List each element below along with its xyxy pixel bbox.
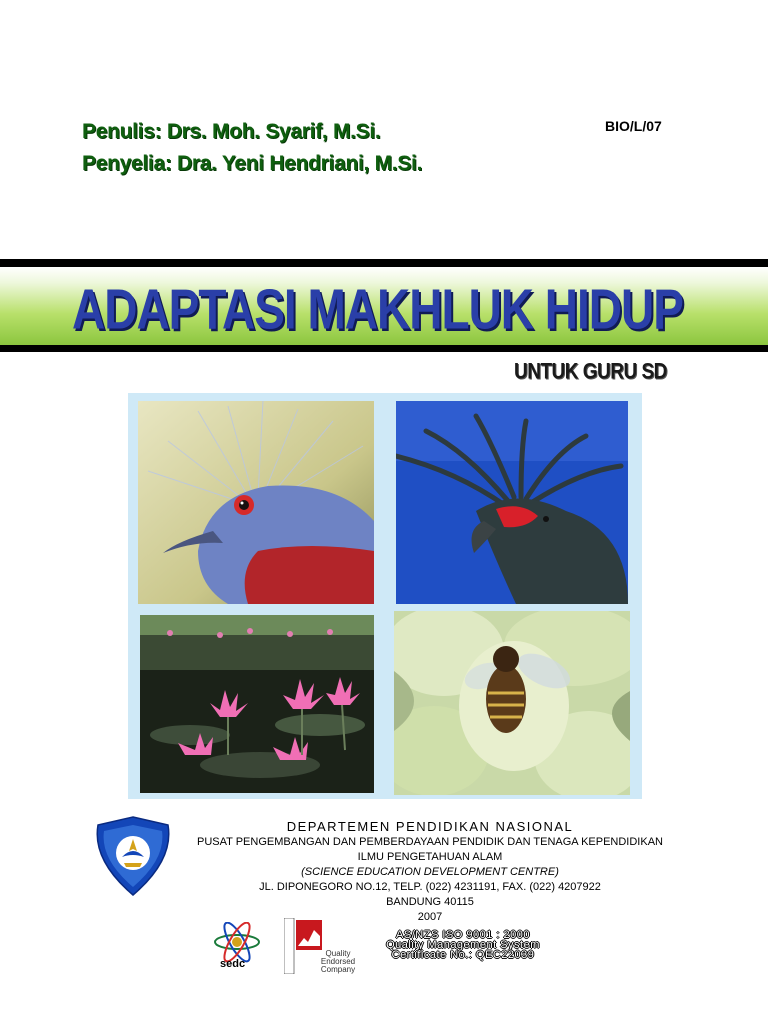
institution-line-2: ILMU PENGETAHUAN ALAM (357, 851, 503, 863)
author-block (82, 116, 422, 180)
iso-line-1: AS/NZS ISO 9001 : 2000 (396, 929, 530, 941)
institution-address: JL. DIPONEGORO NO.12, TELP. (022) 4231191, FAX. (022) 4207922 (259, 881, 601, 893)
tut-wuri-handayani-logo (90, 815, 176, 897)
institution-line-3: (SCIENCE EDUCATION DEVELOPMENT CENTRE) (301, 866, 559, 878)
banner-bottom-bar (0, 345, 768, 352)
iso-certification (363, 930, 563, 960)
institution-city: BANDUNG 40115 (386, 896, 474, 908)
qa-label-2: Endorsed (320, 957, 356, 966)
page-title: ADAPTASI MAKHLUK HIDUP (72, 277, 683, 341)
palm-cockatoo-photo (396, 401, 628, 604)
sedc-label: sedc (220, 958, 246, 970)
banner-top-bar (0, 259, 768, 267)
author-label: Penulis: Drs. Moh. Syarif, M.Si. (82, 120, 381, 143)
institution-block (190, 818, 670, 925)
iso-line-2: Quality Management System (386, 939, 540, 951)
document-code: BIO/L/07 (605, 118, 662, 134)
photo-collage (128, 393, 642, 799)
institution-name: DEPARTEMEN PENDIDIKAN NASIONAL (286, 819, 574, 834)
iso-line-3: Certificate No.: QEC22039 (391, 949, 535, 961)
page-subtitle: UNTUK GURU SD (514, 360, 667, 385)
supervisor-label: Penyelia: Dra. Yeni Hendriani, M.Si. (82, 152, 423, 175)
institution-line-1: PUSAT PENGEMBANGAN DAN PEMBERDAYAAN PENDIDIK DAN TENAGA KEPENDIDIKAN (197, 836, 663, 848)
qa-label-1: Quality (325, 949, 351, 958)
qa-label-3: Company (320, 965, 356, 974)
publication-year: 2007 (417, 911, 443, 923)
water-lily-photo (140, 615, 374, 793)
hoverfly-on-flower-photo (394, 611, 630, 795)
crowned-pigeon-photo (138, 401, 374, 604)
